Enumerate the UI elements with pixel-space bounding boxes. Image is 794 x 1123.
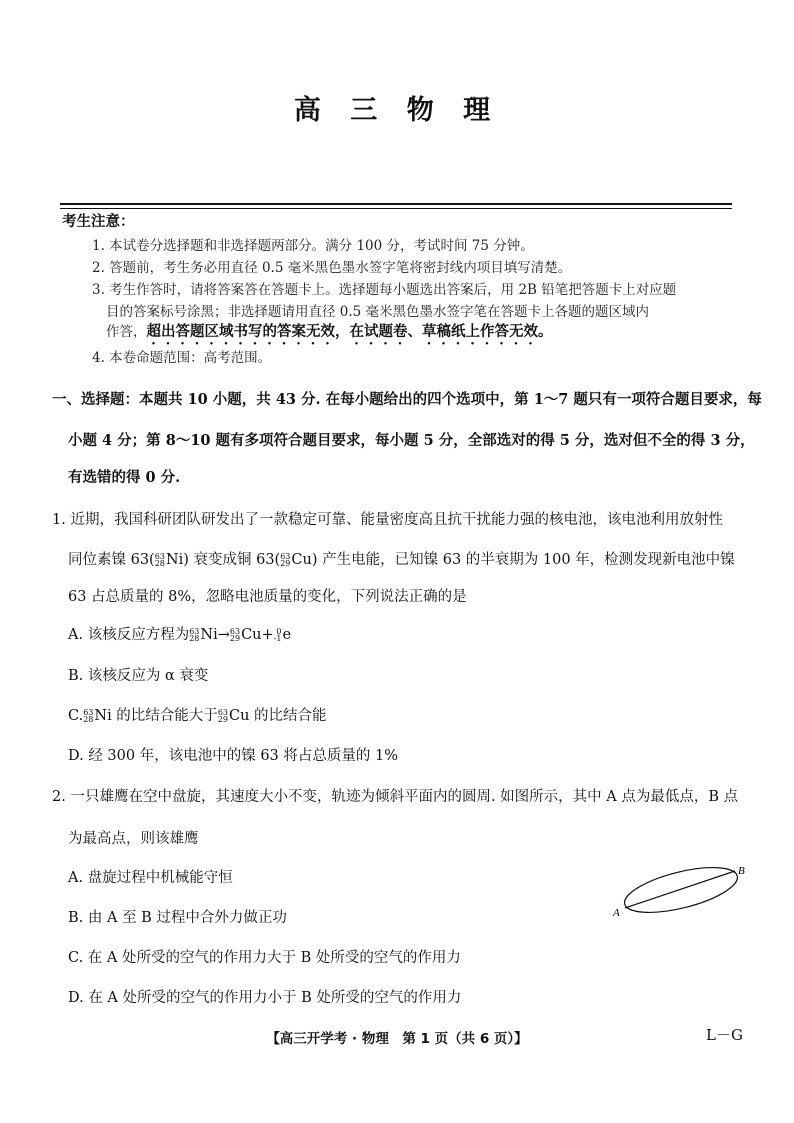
eagle-orbit-figure bbox=[610, 858, 750, 922]
q1-option-c-label: C. bbox=[68, 708, 84, 724]
q1-line-2-part-a: 同位素镍 63( bbox=[68, 552, 155, 568]
q2-option-b: B. 由 A 至 B 过程中合外力做正功 bbox=[68, 910, 287, 926]
notice-item-1: 1. 本试卷分选择题和非选择题两部分。满分 100 分，考试时间 75 分钟。 bbox=[92, 238, 534, 254]
q1-line-3: 63 占总质量的 8%，忽略电池质量的变化，下列说法正确的是 bbox=[68, 589, 467, 605]
q2-option-c: C. 在 A 处所受的空气的作用力大于 B 处所受的空气的作用力 bbox=[68, 950, 461, 966]
q1-line-1: 1. 近期，我国科研团队研发出了一款稳定可靠、能量密度高且抗干扰能力强的核电池，该电池利用放射性 bbox=[52, 512, 723, 528]
q2-option-a: A. 盘旋过程中机械能守恒 bbox=[68, 870, 233, 886]
electron-charge-number: -1 bbox=[273, 634, 282, 643]
ni-isotope-notation bbox=[189, 628, 199, 642]
cu-atomic-number: 29 bbox=[280, 559, 291, 568]
page-title: 高 三 物 理 bbox=[293, 95, 501, 126]
q1-option-c bbox=[68, 704, 327, 725]
page-footer: 【高三开学考 · 物理 第 1 页（共 6 页）】 bbox=[266, 1031, 528, 1047]
notice-item-3-line-2: 目的答案标号涂黑；非选择题请用直径 0.5 毫米黑色墨水签字笔在答题卡上各题的题区域内 bbox=[106, 304, 650, 320]
header-rule-thick bbox=[60, 203, 732, 205]
cu-mass-number: 63 bbox=[229, 627, 241, 636]
electron-mass-number: 0 bbox=[276, 627, 282, 636]
notice-item-4: 4. 本卷命题范围：高考范围。 bbox=[92, 350, 272, 366]
notice-item-3-line-1: 3. 考生作答时，请将答案答在答题卡上。选择题每小题选出答案后，用 2B 铅笔把答题卡上对应题 bbox=[92, 282, 677, 298]
notice-emphasis: 超出答题区域书写的答案无效，在试题卷、草稿纸上作答无效。 bbox=[146, 324, 553, 340]
point-a-label: A bbox=[613, 907, 620, 919]
cu-isotope-notation bbox=[280, 553, 290, 567]
q1-option-a-cu: Cu+ bbox=[241, 627, 274, 643]
q1-line-2 bbox=[68, 548, 735, 569]
orbit-ellipse bbox=[620, 859, 741, 922]
ni-isotope-notation bbox=[155, 553, 165, 567]
ni-atomic-number: 28 bbox=[154, 559, 165, 568]
q2-line-1: 2. 一只雄鹰在空中盘旋，其速度大小不变，轨迹为倾斜平面内的圆周. 如图所示，其中 A 点为最低点，B 点 bbox=[52, 789, 739, 805]
cu-isotope-notation bbox=[230, 628, 240, 642]
q1-option-a bbox=[68, 623, 291, 644]
notice-item-2: 2. 答题前，考生务必用直径 0.5 毫米黑色墨水签字笔将密封线内项目填写清楚。 bbox=[92, 260, 572, 276]
cu-mass-number: 63 bbox=[217, 708, 228, 717]
cu-atomic-number: 29 bbox=[217, 715, 228, 724]
ni-mass-number: 63 bbox=[154, 552, 165, 561]
cu-mass-number: 63 bbox=[280, 552, 291, 561]
section-1-line-3: 有选错的得 0 分. bbox=[68, 469, 181, 486]
cu-isotope-notation bbox=[218, 709, 228, 723]
notice-item-3-line-3 bbox=[106, 320, 553, 348]
ni-isotope-notation bbox=[83, 709, 93, 723]
ni-mass-number: 63 bbox=[189, 627, 200, 636]
q1-option-d: D. 经 300 年，该电池中的镍 63 将占总质量的 1% bbox=[68, 748, 399, 764]
cu-atomic-number: 29 bbox=[229, 634, 241, 643]
ni-atomic-number: 28 bbox=[189, 634, 200, 643]
q2-line-2: 为最高点，则该雄鹰 bbox=[68, 831, 199, 847]
q1-option-b: B. 该核反应为 α 衰变 bbox=[68, 668, 209, 684]
q1-option-a-label: A. 该核反应方程为 bbox=[68, 627, 190, 643]
q1-line-2-part-c: Cu) 产生电能，已知镍 63 的半衰期为 100 年，检测发现新电池中镍 bbox=[291, 552, 735, 568]
section-1-line-2: 小题 4 分；第 8～10 题有多项符合题目要求，每小题 5 分，全部选对的得 5 分，选对但不全的得 3 分， bbox=[68, 432, 755, 449]
point-b-label: B bbox=[738, 865, 745, 877]
ni-atomic-number: 28 bbox=[83, 715, 94, 724]
q1-option-c-cu: Cu 的比结合能 bbox=[229, 708, 327, 724]
ni-mass-number: 63 bbox=[83, 708, 94, 717]
notice-item-3-line-3-prefix: 作答， bbox=[106, 324, 147, 340]
q1-option-a-ni: Ni→ bbox=[200, 627, 230, 643]
orbit-diameter bbox=[625, 871, 735, 908]
q2-option-d: D. 在 A 处所受的空气的作用力小于 B 处所受的空气的作用力 bbox=[68, 990, 462, 1006]
electron-notation bbox=[274, 628, 282, 642]
header-rule-thin bbox=[60, 208, 732, 209]
q1-option-c-ni: Ni 的比结合能大于 bbox=[94, 708, 218, 724]
section-1-line-1: 一、选择题：本题共 10 小题，共 43 分. 在每小题给出的四个选项中，第 1～7 题只有一项符合题目要求，每 bbox=[52, 391, 762, 408]
q1-line-2-part-b: Ni) 衰变成铜 63( bbox=[165, 552, 281, 568]
notice-heading: 考生注意： bbox=[62, 213, 135, 230]
q1-option-a-e: e bbox=[282, 627, 292, 643]
paper-code: L－G bbox=[706, 1026, 743, 1044]
